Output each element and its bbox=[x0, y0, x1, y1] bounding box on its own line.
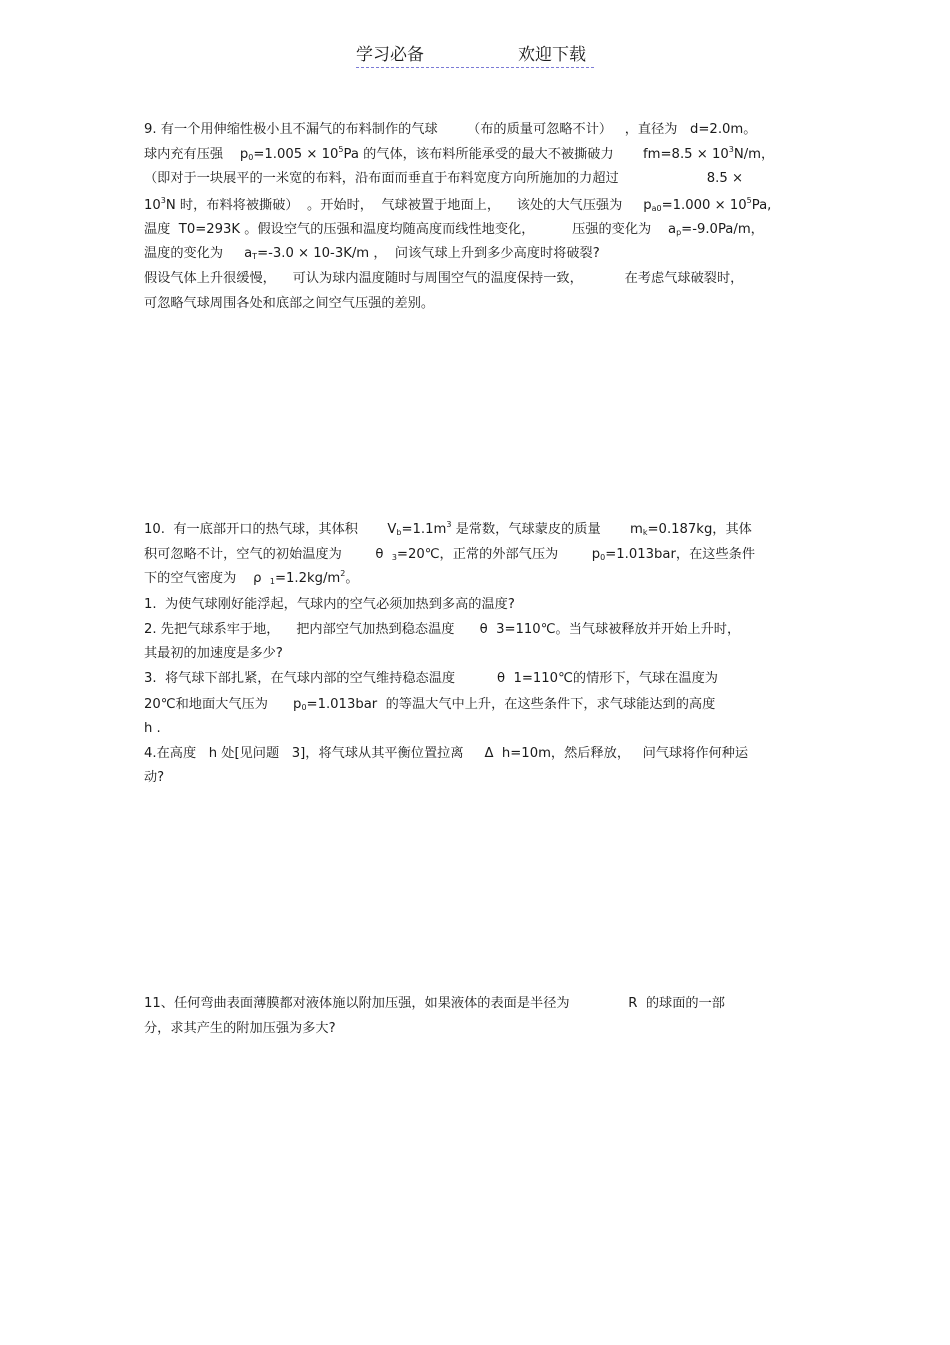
header-left-text: 学习必备 bbox=[356, 45, 424, 65]
q9-text: =1.005 × 10 bbox=[253, 147, 339, 162]
q10-line-2 bbox=[144, 547, 755, 563]
q9-line-6 bbox=[144, 246, 600, 262]
q10-text: 1. 为使气球刚好能浮起，气球内的空气必须加热到多高的温度? bbox=[144, 597, 515, 612]
q9-sup: 5 bbox=[746, 196, 752, 205]
q10-text: =20℃，正常的外部气压为 p bbox=[396, 547, 601, 562]
q9-text: 假设气体上升很缓慢， 可认为球内温度随时与周围空气的温度保持一致， 在考虑气球破裂时， bbox=[144, 271, 744, 286]
q10-sub: 3 bbox=[391, 553, 397, 562]
q10-text: 下的空气密度为 ρ bbox=[144, 571, 270, 586]
q10-text: 积可忽略不计，空气的初始温度为 θ bbox=[144, 547, 392, 562]
q10-part-2-line-2 bbox=[144, 646, 283, 662]
q9-line-5 bbox=[144, 222, 764, 238]
q10-line-3 bbox=[144, 571, 359, 587]
q9-text: N 时，布料将被撕破） 。开始时， 气球被置于地面上， 该处的大气压强为 p bbox=[165, 198, 652, 213]
q9-sub: p bbox=[676, 228, 682, 237]
q10-part-3-line-1 bbox=[144, 671, 718, 687]
q9-text: 温度 T0=293K 。假设空气的压强和温度均随高度而线性地变化， 压强的变化为 a bbox=[144, 222, 677, 237]
q9-text: =-9.0Pa/m， bbox=[681, 222, 764, 237]
q10-text: =1.013bar 的等温大气中上升，在这些条件下，求气球能达到的高度 bbox=[306, 697, 716, 712]
q9-text: 可忽略气球周围各处和底部之间空气压强的差别。 bbox=[144, 296, 435, 311]
q9-line-4 bbox=[144, 198, 771, 214]
q9-line-1 bbox=[144, 122, 756, 138]
q9-text: Pa, bbox=[751, 198, 772, 213]
q10-text: =1.2kg/m bbox=[274, 571, 341, 586]
q9-text: （即对于一块展平的一米宽的布料，沿布面而垂直于布料宽度方向所施加的力超过 8.5 × bbox=[144, 171, 743, 186]
q10-line-1 bbox=[144, 522, 752, 538]
q9-sup: 5 bbox=[338, 145, 344, 154]
q10-sup: 3 bbox=[446, 520, 452, 529]
q9-line-8 bbox=[144, 296, 434, 312]
q10-text: 。 bbox=[345, 571, 359, 586]
q9-line-3 bbox=[144, 171, 743, 187]
q9-text: 球内充有压强 p bbox=[144, 147, 249, 162]
q9-text: =-3.0 × 10-3K/m ， 问该气球上升到多少高度时将破裂? bbox=[257, 246, 600, 261]
q9-text: =1.000 × 10 bbox=[661, 198, 747, 213]
page-header bbox=[356, 40, 594, 68]
q10-text: 10. 有一底部开口的热气球，其体积 V bbox=[144, 522, 397, 537]
q9-text: 温度的变化为 a bbox=[144, 246, 253, 261]
q10-sub: b bbox=[396, 528, 402, 537]
q9-text: 9. 有一个用伸缩性极小且不漏气的布料制作的气球 （布的质量可忽略不计） ，直径为 d=2.0m。 bbox=[144, 122, 757, 137]
q10-text: 4.在高度 h 处[见问题 3]，将气球从其平衡位置拉离 Δ h=10m，然后释放， 问气球将作何种运 bbox=[144, 746, 749, 761]
q10-sub: k bbox=[642, 528, 648, 537]
q9-text: Pa 的气体，该布料所能承受的最大不被撕破力 fm=8.5 × 10 bbox=[343, 147, 729, 162]
q9-sup: 3 bbox=[728, 145, 734, 154]
q10-part-3-line-3 bbox=[144, 721, 161, 737]
q10-text: 是常数，气球蒙皮的质量 m bbox=[451, 522, 643, 537]
q10-text: =1.013bar，在这些条件 bbox=[605, 547, 756, 562]
header-right-text: 欢迎下载 bbox=[518, 45, 586, 65]
q10-sub: 0 bbox=[600, 553, 606, 562]
q11-text: 11、任何弯曲表面薄膜都对液体施以附加压强，如果液体的表面是半径为 R 的球面的一部 bbox=[144, 996, 725, 1011]
q10-text: h . bbox=[144, 721, 161, 736]
q10-sup: 2 bbox=[340, 569, 346, 578]
q10-text: 动? bbox=[144, 770, 165, 785]
q9-sup: 3 bbox=[160, 196, 166, 205]
q9-text: N/m， bbox=[733, 147, 775, 162]
q9-sub: T bbox=[252, 252, 258, 261]
q9-line-7 bbox=[144, 271, 743, 287]
q10-text: 3. 将气球下部扎紧，在气球内部的空气维持稳态温度 θ 1=110℃的情形下，气球在温度为 bbox=[144, 671, 718, 686]
q11-line-2 bbox=[144, 1021, 336, 1037]
q10-part-3-line-2 bbox=[144, 697, 715, 713]
q10-text: 20℃和地面大气压为 p bbox=[144, 697, 302, 712]
q9-line-2 bbox=[144, 147, 774, 163]
q11-text: 分，求其产生的附加压强为多大? bbox=[144, 1021, 336, 1036]
q10-part-1 bbox=[144, 597, 515, 613]
q10-sub: 0 bbox=[301, 703, 307, 712]
q10-text: =0.187kg，其体 bbox=[647, 522, 752, 537]
q10-part-4-line-1 bbox=[144, 746, 748, 762]
q10-text: =1.1m bbox=[401, 522, 447, 537]
q10-text: 2. 先把气球系牢于地， 把内部空气加热到稳态温度 θ 3=110℃。当气球被释放并开始上升时， bbox=[144, 622, 741, 637]
q9-text: 10 bbox=[144, 198, 161, 213]
q10-sub: 1 bbox=[269, 577, 275, 586]
q10-text: 其最初的加速度是多少? bbox=[144, 646, 283, 661]
q10-part-4-line-2 bbox=[144, 770, 164, 786]
q9-sub: a0 bbox=[651, 204, 662, 213]
q11-line-1 bbox=[144, 996, 725, 1012]
q10-part-2-line-1 bbox=[144, 622, 740, 638]
q9-sub: 0 bbox=[248, 153, 254, 162]
